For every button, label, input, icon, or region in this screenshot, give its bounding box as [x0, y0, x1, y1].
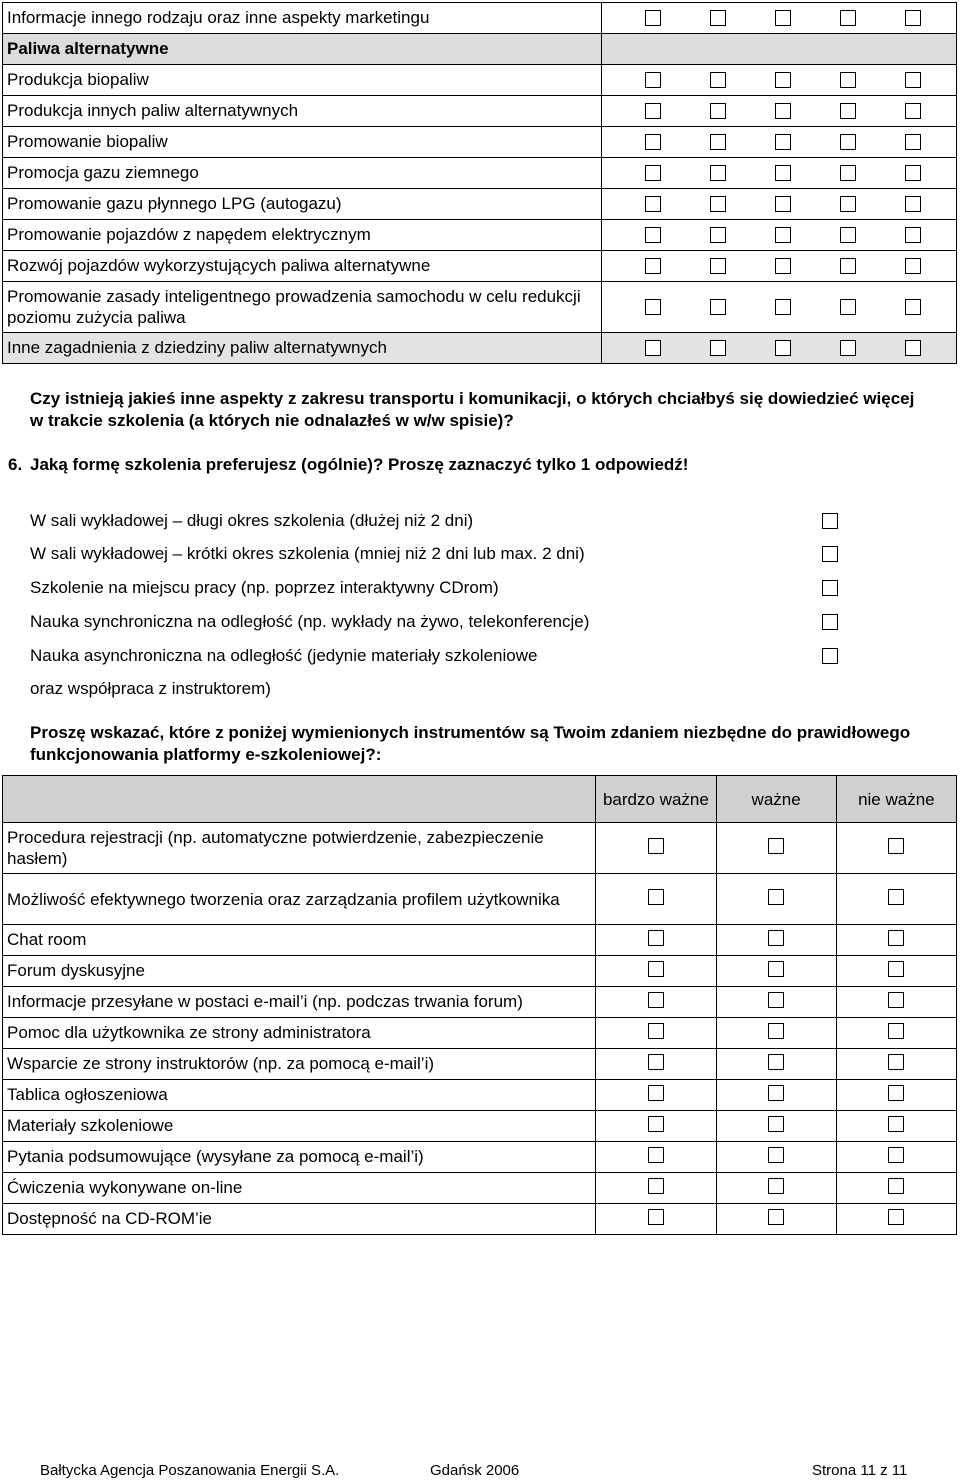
rating-checkbox[interactable] — [840, 258, 856, 274]
rating-checkbox[interactable] — [710, 227, 726, 243]
rating-checkbox[interactable] — [710, 340, 726, 356]
option-checkbox[interactable] — [822, 614, 838, 630]
rating-checkbox[interactable] — [648, 838, 664, 854]
rating-checkbox[interactable] — [888, 838, 904, 854]
rating-checkbox[interactable] — [768, 838, 784, 854]
rating-checkbox[interactable] — [768, 992, 784, 1008]
question-text: Jaką formę szkolenia preferujesz (ogólnie)? Proszę zaznaczyć tylko 1 odpowiedź! — [30, 455, 689, 474]
rating-checkbox[interactable] — [840, 340, 856, 356]
column-header: nie ważne — [836, 776, 956, 823]
rating-checkbox[interactable] — [645, 258, 661, 274]
question-number: 6. — [8, 455, 23, 474]
question-number — [8, 388, 30, 410]
rating-checkbox[interactable] — [905, 196, 921, 212]
rating-checkbox[interactable] — [710, 196, 726, 212]
option-checkbox[interactable] — [822, 546, 838, 562]
row-label: Ćwiczenia wykonywane on-line — [3, 1173, 596, 1204]
rating-checkbox[interactable] — [648, 1147, 664, 1163]
rating-checkbox[interactable] — [888, 1116, 904, 1132]
rating-checkbox[interactable] — [888, 1147, 904, 1163]
rating-checkbox[interactable] — [645, 103, 661, 119]
rating-checkbox[interactable] — [645, 10, 661, 26]
table-row — [3, 1080, 957, 1111]
row-label: Promowanie biopaliw — [3, 127, 602, 158]
row-label: Promocja gazu ziemnego — [3, 158, 602, 189]
footer-organization: Bałtycka Agencja Poszanowania Energii S.A. — [40, 1462, 340, 1479]
row-label: Promowanie gazu płynnego LPG (autogazu) — [3, 189, 602, 220]
rating-checkbox[interactable] — [768, 961, 784, 977]
rating-checkbox[interactable] — [905, 134, 921, 150]
rating-checkbox[interactable] — [840, 103, 856, 119]
table-row — [3, 874, 957, 925]
topics-table — [2, 2, 957, 364]
option-label: Nauka synchroniczna na odległość (np. wykłady na żywo, telekonferencje) — [30, 612, 590, 631]
rating-checkbox[interactable] — [768, 1085, 784, 1101]
question-7 — [8, 722, 930, 766]
rating-checkbox[interactable] — [768, 930, 784, 946]
rating-checkbox[interactable] — [905, 10, 921, 26]
table-row — [3, 127, 957, 158]
rating-checkbox[interactable] — [645, 165, 661, 181]
rating-checkbox[interactable] — [648, 992, 664, 1008]
row-label: Procedura rejestracji (np. automatyczne potwierdzenie, zabezpieczenie hasłem) — [3, 823, 596, 874]
rating-checkbox[interactable] — [648, 1178, 664, 1194]
rating-checkbox[interactable] — [645, 340, 661, 356]
section-title: Paliwa alternatywne — [3, 34, 602, 65]
rating-checkbox[interactable] — [775, 258, 791, 274]
row-label: Inne zagadnienia z dziedziny paliw alternatywnych — [3, 333, 602, 364]
table-row — [3, 1018, 957, 1049]
question-text: Proszę wskazać, które z poniżej wymienionych instrumentów są Twoim zdaniem niezbędne do prawidłowego funkcjonowania platformy e-szkoleniowej?: — [30, 723, 911, 764]
rating-checkbox[interactable] — [768, 1116, 784, 1132]
rating-checkbox[interactable] — [768, 1054, 784, 1070]
row-label: Forum dyskusyjne — [3, 956, 596, 987]
table-row — [3, 158, 957, 189]
row-label: Produkcja innych paliw alternatywnych — [3, 96, 602, 127]
rating-checkbox[interactable] — [775, 299, 791, 315]
table-row — [3, 823, 957, 874]
row-label: Promowanie zasady inteligentnego prowadzenia samochodu w celu redukcji poziomu zużycia paliwa — [3, 282, 602, 333]
row-label: Pomoc dla użytkownika ze strony administratora — [3, 1018, 596, 1049]
row-label: Promowanie pojazdów z napędem elektrycznym — [3, 220, 602, 251]
table-row — [3, 1142, 957, 1173]
row-label: Dostępność na CD-ROM’ie — [3, 1204, 596, 1235]
rating-checkbox[interactable] — [710, 103, 726, 119]
table-row — [3, 189, 957, 220]
table-row — [3, 282, 957, 333]
rating-checkbox[interactable] — [645, 196, 661, 212]
row-label: Informacje przesyłane w postaci e-mail’i (np. podczas trwania forum) — [3, 987, 596, 1018]
table-row — [3, 220, 957, 251]
rating-checkbox[interactable] — [710, 72, 726, 88]
header-row — [3, 776, 957, 823]
footer-page-number: Strona 11 z 11 — [812, 1462, 908, 1479]
rating-checkbox[interactable] — [888, 992, 904, 1008]
rating-checkbox[interactable] — [768, 1147, 784, 1163]
row-label: Chat room — [3, 925, 596, 956]
option-label: Nauka asynchroniczna na odległość (jedynie materiały szkoleniowe — [30, 646, 538, 665]
row-label: Tablica ogłoszeniowa — [3, 1080, 596, 1111]
rating-checkbox[interactable] — [775, 103, 791, 119]
option-label: W sali wykładowej – krótki okres szkolenia (mniej niż 2 dni lub max. 2 dni) — [30, 544, 585, 563]
rating-checkbox[interactable] — [648, 1116, 664, 1132]
rating-checkbox[interactable] — [840, 299, 856, 315]
rating-checkbox[interactable] — [775, 72, 791, 88]
option-label: W sali wykładowej – długi okres szkolenia (dłużej niż 2 dni) — [30, 511, 474, 530]
table-row — [3, 333, 957, 364]
rating-checkbox[interactable] — [840, 165, 856, 181]
option-label-continued: oraz współpraca z instruktorem) — [30, 679, 271, 698]
question-6 — [8, 454, 688, 476]
footer-place-date: Gdańsk 2006 — [430, 1462, 520, 1479]
rating-checkbox[interactable] — [648, 1209, 664, 1225]
row-label: Wsparcie ze strony instruktorów (np. za pomocą e-mail’i) — [3, 1049, 596, 1080]
table-row — [3, 3, 957, 34]
rating-checkbox[interactable] — [905, 72, 921, 88]
option-checkbox[interactable] — [822, 648, 838, 664]
rating-checkbox[interactable] — [710, 134, 726, 150]
option-label: Szkolenie na miejscu pracy (np. poprzez interaktywny CDrom) — [30, 578, 499, 597]
rating-checkbox[interactable] — [905, 165, 921, 181]
instruments-table — [2, 775, 957, 1235]
rating-checkbox[interactable] — [648, 1054, 664, 1070]
table-row — [3, 1049, 957, 1080]
rating-checkbox[interactable] — [888, 1209, 904, 1225]
table-row — [3, 956, 957, 987]
row-label: Informacje innego rodzaju oraz inne aspekty marketingu — [3, 3, 602, 34]
rating-checkbox[interactable] — [905, 340, 921, 356]
rating-checkbox[interactable] — [888, 961, 904, 977]
row-label: Produkcja biopaliw — [3, 65, 602, 96]
table-row — [3, 1173, 957, 1204]
rating-checkbox[interactable] — [645, 227, 661, 243]
rating-checkbox[interactable] — [768, 1209, 784, 1225]
rating-checkbox[interactable] — [648, 930, 664, 946]
rating-checkbox[interactable] — [840, 72, 856, 88]
table-row — [3, 1204, 957, 1235]
rating-checkbox[interactable] — [905, 103, 921, 119]
rating-checkbox[interactable] — [775, 134, 791, 150]
rating-checkbox[interactable] — [648, 889, 664, 905]
rating-checkbox[interactable] — [775, 165, 791, 181]
table-row — [3, 96, 957, 127]
rating-checkbox[interactable] — [710, 10, 726, 26]
option-checkbox[interactable] — [822, 513, 838, 529]
rating-checkbox[interactable] — [645, 299, 661, 315]
rating-checkbox[interactable] — [905, 227, 921, 243]
row-label: Rozwój pojazdów wykorzystujących paliwa alternatywne — [3, 251, 602, 282]
table-row — [3, 987, 957, 1018]
rating-checkbox[interactable] — [888, 1178, 904, 1194]
column-header: bardzo ważne — [596, 776, 716, 823]
option-checkbox[interactable] — [822, 580, 838, 596]
rating-checkbox[interactable] — [840, 10, 856, 26]
rating-checkbox[interactable] — [905, 258, 921, 274]
question-number — [8, 722, 30, 744]
rating-checkbox[interactable] — [768, 1023, 784, 1039]
rating-checkbox[interactable] — [888, 1023, 904, 1039]
rating-checkbox[interactable] — [710, 258, 726, 274]
rating-checkbox[interactable] — [888, 930, 904, 946]
column-header: ważne — [716, 776, 836, 823]
table-row — [3, 1111, 957, 1142]
rating-checkbox[interactable] — [775, 10, 791, 26]
row-label: Pytania podsumowujące (wysyłane za pomocą e-mail’i) — [3, 1142, 596, 1173]
rating-checkbox[interactable] — [648, 1085, 664, 1101]
rating-checkbox[interactable] — [768, 889, 784, 905]
rating-checkbox[interactable] — [775, 196, 791, 212]
rating-checkbox[interactable] — [840, 196, 856, 212]
rating-checkbox[interactable] — [645, 72, 661, 88]
rating-checkbox[interactable] — [775, 340, 791, 356]
rating-checkbox[interactable] — [888, 1054, 904, 1070]
rating-checkbox[interactable] — [888, 1085, 904, 1101]
rating-checkbox[interactable] — [905, 299, 921, 315]
rating-checkbox[interactable] — [768, 1178, 784, 1194]
rating-checkbox[interactable] — [840, 134, 856, 150]
question-text: Czy istnieją jakieś inne aspekty z zakresu transportu i komunikacji, o których chciałbyś się dowiedzieć więcej w trakcie szkolenia (a których nie odnalazłeś w w/w spisie)? — [30, 389, 915, 430]
question-5 — [8, 388, 930, 432]
table-row — [3, 65, 957, 96]
row-label: Możliwość efektywnego tworzenia oraz zarządzania profilem użytkownika — [3, 874, 596, 925]
rating-checkbox[interactable] — [840, 227, 856, 243]
rating-checkbox[interactable] — [710, 165, 726, 181]
row-label: Materiały szkoleniowe — [3, 1111, 596, 1142]
rating-checkbox[interactable] — [648, 961, 664, 977]
rating-checkbox[interactable] — [648, 1023, 664, 1039]
section-header-row — [3, 34, 957, 65]
rating-checkbox[interactable] — [645, 134, 661, 150]
rating-checkbox[interactable] — [888, 889, 904, 905]
rating-checkbox[interactable] — [775, 227, 791, 243]
table-row — [3, 925, 957, 956]
table-row — [3, 251, 957, 282]
rating-checkbox[interactable] — [710, 299, 726, 315]
